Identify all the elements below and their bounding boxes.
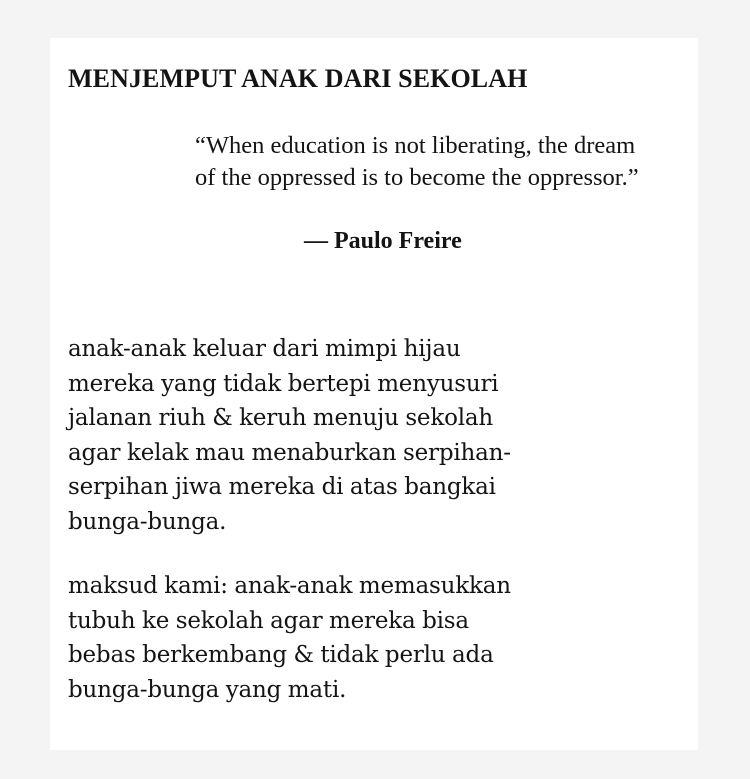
poem-line: bunga-bunga. <box>68 508 227 535</box>
poem-line: jalanan riuh & keruh menuju sekolah <box>68 405 493 431</box>
poem-line: tubuh ke sekolah agar mereka bisa <box>68 607 469 634</box>
epigraph-attribution: — Paulo Freire <box>304 228 462 254</box>
epigraph-line: of the oppressed is to become the oppressor.” <box>195 164 639 191</box>
poem-line: anak-anak keluar dari mimpi hijau <box>68 336 461 362</box>
poem-line: bebas berkembang & tidak perlu ada <box>68 642 494 668</box>
poem-line: maksud kami: anak-anak memasukkan <box>68 573 511 599</box>
poem-line: serpihan jiwa mereka di atas bangkai <box>68 474 496 500</box>
poem-line: mereka yang tidak bertepi menyusuri <box>68 370 499 397</box>
poem-line: bunga-bunga yang mati. <box>68 676 347 703</box>
epigraph-line: “When education is not liberating, the dream <box>195 132 636 159</box>
epigraph-quote <box>195 130 695 194</box>
stanza-2 <box>68 569 511 707</box>
stanza-1 <box>68 332 511 539</box>
poem-title: MENJEMPUT ANAK DARI SEKOLAH <box>68 64 528 93</box>
poem-line: agar kelak mau menaburkan serpihan- <box>68 439 511 466</box>
